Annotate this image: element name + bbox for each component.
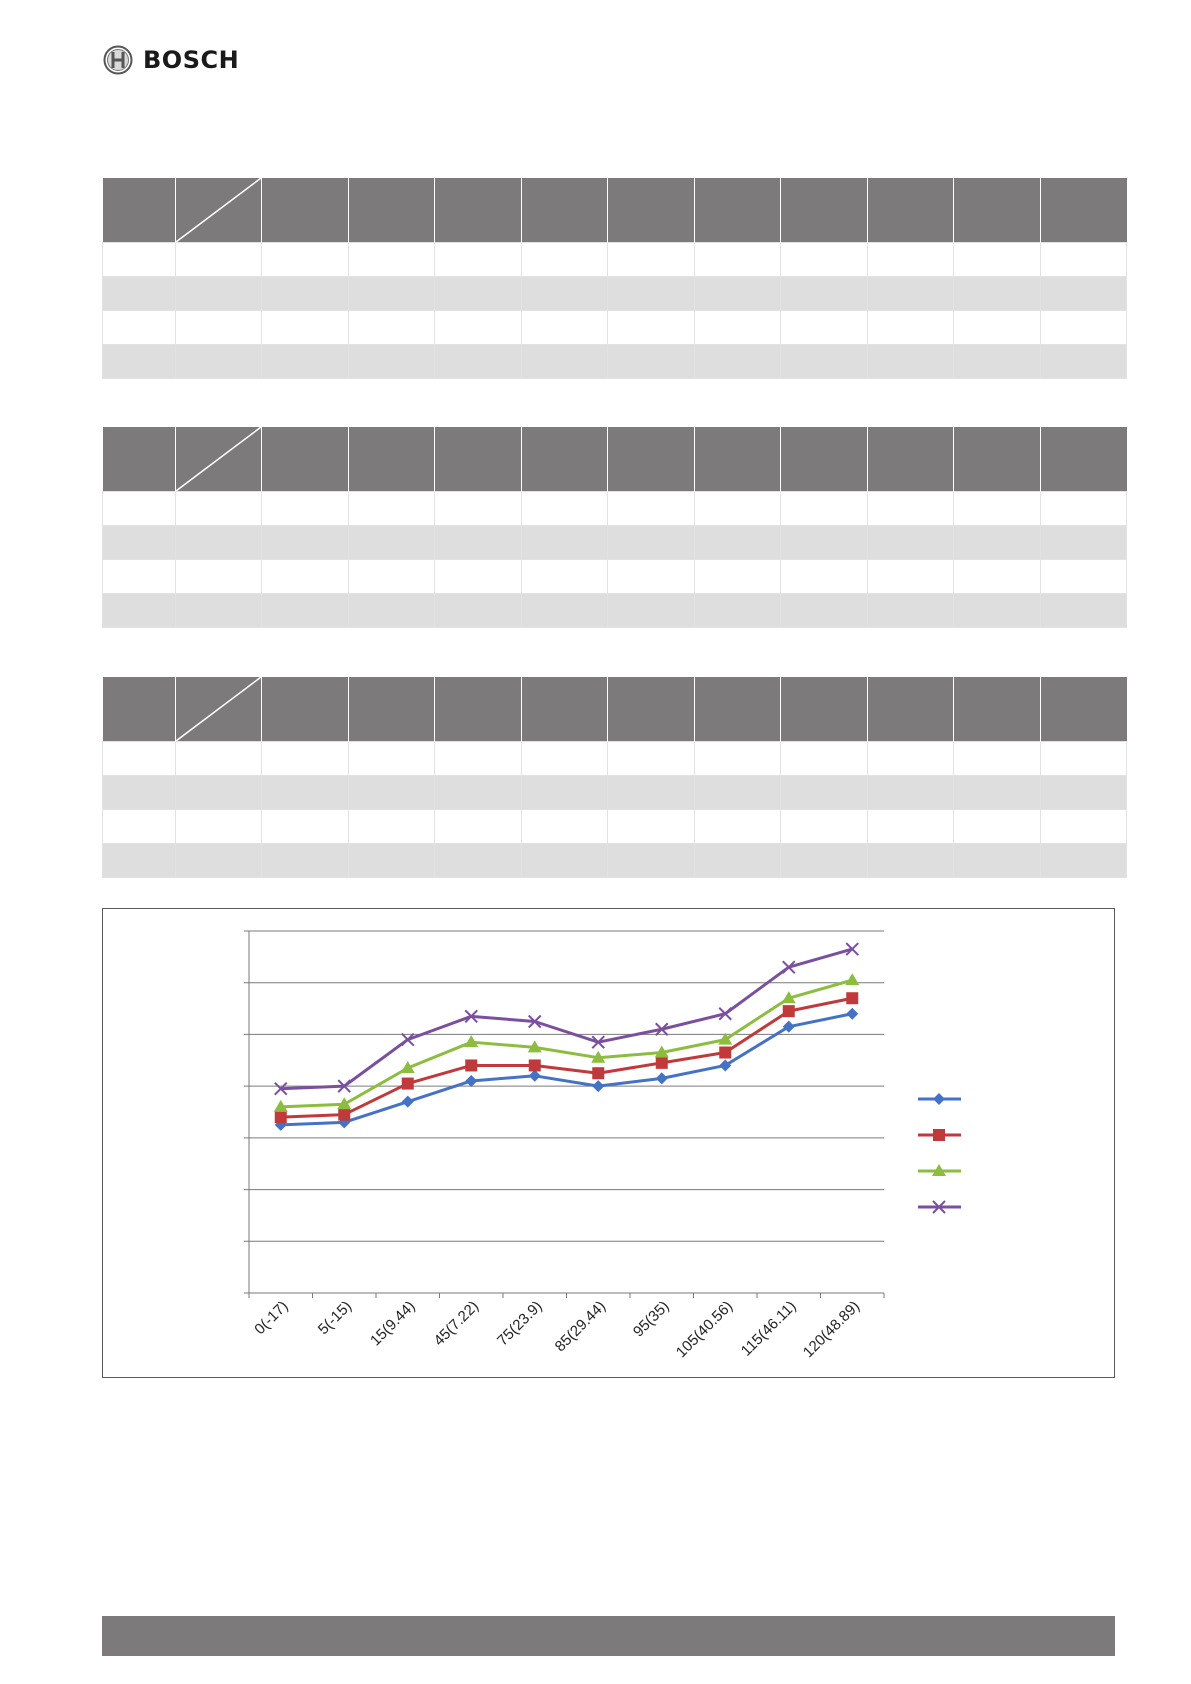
- table-cell: [435, 277, 522, 311]
- table-cell: [262, 594, 349, 628]
- table-cell: [954, 345, 1041, 379]
- table-cell: [695, 492, 781, 526]
- square-marker: [719, 1047, 731, 1059]
- table-cell: [1041, 742, 1127, 776]
- table-cell: [1041, 526, 1127, 560]
- table-header-cell: [435, 178, 522, 243]
- brand-logo: [103, 44, 239, 76]
- x-tick-label: 105(40.56): [672, 1297, 737, 1362]
- x-tick-label: 75(23.9): [494, 1297, 546, 1350]
- table-row: [103, 810, 1127, 844]
- table-header-cell: [1041, 178, 1127, 243]
- table-row: [103, 776, 1127, 810]
- diamond-marker: [402, 1096, 414, 1108]
- table-cell: [435, 594, 522, 628]
- table-cell: [103, 594, 176, 628]
- table-cell: [781, 776, 868, 810]
- table-cell: [608, 776, 695, 810]
- table-cell: [608, 345, 695, 379]
- x-tick-label: 0(-17): [251, 1297, 292, 1339]
- table-cell: [349, 345, 435, 379]
- table-cell: [176, 844, 262, 878]
- table-cell: [435, 810, 522, 844]
- table-cell: [262, 345, 349, 379]
- table-cell: [868, 311, 954, 345]
- table-cell: [868, 492, 954, 526]
- table-cell: [781, 345, 868, 379]
- table-header-cell: [522, 427, 608, 492]
- table-cell: [695, 345, 781, 379]
- series-line: [281, 980, 853, 1107]
- table-cell: [954, 243, 1041, 277]
- table-cell: [522, 844, 608, 878]
- table-cell: [522, 560, 608, 594]
- bosch-armature-icon: [103, 45, 133, 75]
- x-tick-label: 5(-15): [314, 1297, 356, 1339]
- table-cell: [954, 810, 1041, 844]
- table-cell: [781, 742, 868, 776]
- table-header-cell: [608, 677, 695, 742]
- table-cell: [103, 742, 176, 776]
- table-cell: [868, 560, 954, 594]
- table-cell: [781, 277, 868, 311]
- table-cell: [608, 844, 695, 878]
- table-header-cell: [695, 178, 781, 243]
- table-cell: [522, 526, 608, 560]
- table-cell: [954, 844, 1041, 878]
- table-cell: [262, 243, 349, 277]
- table-cell: [868, 810, 954, 844]
- table-header-cell: [781, 677, 868, 742]
- table-cell: [103, 560, 176, 594]
- table-row: [103, 277, 1127, 311]
- table-cell: [349, 844, 435, 878]
- table-cell: [522, 594, 608, 628]
- table-cell: [868, 742, 954, 776]
- table-cell: [435, 345, 522, 379]
- table-header-row: [103, 677, 1127, 742]
- table-cell: [1041, 776, 1127, 810]
- table-cell: [608, 594, 695, 628]
- table-cell: [176, 810, 262, 844]
- table-row: [103, 844, 1127, 878]
- table-header-cell: [103, 677, 176, 742]
- table-cell: [781, 594, 868, 628]
- spec-table: [102, 677, 1127, 878]
- table-cell: [868, 345, 954, 379]
- diagonal-divider: [176, 427, 261, 491]
- table-header-cell: [349, 427, 435, 492]
- table-cell: [262, 742, 349, 776]
- table-header-cell: [262, 427, 349, 492]
- table-cell: [176, 776, 262, 810]
- square-marker: [275, 1111, 287, 1123]
- table-cell: [695, 742, 781, 776]
- table-cell: [103, 776, 176, 810]
- table-cell: [608, 311, 695, 345]
- table-header-row: [103, 178, 1127, 243]
- table-header-cell: [435, 677, 522, 742]
- table-cell: [103, 810, 176, 844]
- table-cell: [435, 844, 522, 878]
- table-row: [103, 742, 1127, 776]
- x-tick-label: 95(35): [629, 1297, 673, 1341]
- table-cell: [1041, 594, 1127, 628]
- table-header-cell: [1041, 427, 1127, 492]
- table-cell: [781, 492, 868, 526]
- brand-name: BOSCH: [143, 46, 240, 74]
- table-cell: [349, 810, 435, 844]
- table-cell: [1041, 277, 1127, 311]
- table-cell: [1041, 560, 1127, 594]
- table-row: [103, 560, 1127, 594]
- diamond-marker: [656, 1072, 668, 1084]
- table-cell: [781, 844, 868, 878]
- table-cell: [176, 560, 262, 594]
- spec-table: [102, 427, 1127, 628]
- table-cell: [695, 311, 781, 345]
- table-cell: [522, 277, 608, 311]
- table-cell: [954, 594, 1041, 628]
- table-row: [103, 492, 1127, 526]
- square-marker: [465, 1059, 477, 1071]
- table-cell: [262, 560, 349, 594]
- table-cell: [522, 243, 608, 277]
- table-cell: [522, 345, 608, 379]
- table-cell: [349, 594, 435, 628]
- table-cell: [262, 526, 349, 560]
- table-cell: [868, 526, 954, 560]
- table-cell: [954, 742, 1041, 776]
- table-cell: [695, 810, 781, 844]
- table-header-cell: [695, 677, 781, 742]
- table-cell: [349, 742, 435, 776]
- table-cell: [176, 277, 262, 311]
- square-marker: [529, 1059, 541, 1071]
- diamond-marker: [933, 1093, 945, 1105]
- table-header-cell: [522, 178, 608, 243]
- table-header-cell: [781, 427, 868, 492]
- table-header-cell: [349, 178, 435, 243]
- diagonal-divider: [176, 178, 261, 242]
- table-header-cell: [349, 677, 435, 742]
- table-cell: [608, 492, 695, 526]
- square-marker: [656, 1057, 668, 1069]
- table-cell: [435, 742, 522, 776]
- table-cell: [349, 492, 435, 526]
- table-header-row: [103, 427, 1127, 492]
- table-cell: [103, 526, 176, 560]
- table-cell: [954, 311, 1041, 345]
- table-cell: [868, 594, 954, 628]
- chart-frame: [102, 908, 1115, 1378]
- table-header-cell: [954, 178, 1041, 243]
- table-cell: [695, 243, 781, 277]
- diamond-marker: [465, 1075, 477, 1087]
- table-header-cell: [103, 427, 176, 492]
- table-cell: [781, 560, 868, 594]
- square-marker: [783, 1005, 795, 1017]
- table-cell: [176, 243, 262, 277]
- table-header-cell: [1041, 677, 1127, 742]
- table-corner-header: [176, 178, 262, 243]
- table-cell: [522, 742, 608, 776]
- table-header-cell: [435, 427, 522, 492]
- table-cell: [608, 243, 695, 277]
- table-cell: [349, 243, 435, 277]
- table-cell: [695, 776, 781, 810]
- table-cell: [1041, 243, 1127, 277]
- table-cell: [176, 594, 262, 628]
- series-line: [281, 998, 853, 1117]
- table-cell: [954, 526, 1041, 560]
- table-cell: [262, 492, 349, 526]
- table-cell: [868, 776, 954, 810]
- table-cell: [176, 345, 262, 379]
- table-header-cell: [868, 427, 954, 492]
- table-cell: [349, 560, 435, 594]
- table-cell: [954, 776, 1041, 810]
- x-tick-label: 15(9.44): [367, 1297, 419, 1350]
- table-cell: [695, 844, 781, 878]
- table-cell: [522, 311, 608, 345]
- table-cell: [781, 311, 868, 345]
- table-cell: [522, 776, 608, 810]
- table-cell: [435, 243, 522, 277]
- table-cell: [435, 492, 522, 526]
- table-cell: [103, 277, 176, 311]
- table-cell: [954, 492, 1041, 526]
- table-cell: [349, 776, 435, 810]
- table-cell: [262, 277, 349, 311]
- table-cell: [695, 560, 781, 594]
- table-corner-header: [176, 427, 262, 492]
- table-row: [103, 243, 1127, 277]
- table-cell: [608, 742, 695, 776]
- table-cell: [954, 277, 1041, 311]
- table-corner-header: [176, 677, 262, 742]
- table-header-cell: [781, 178, 868, 243]
- table-cell: [695, 526, 781, 560]
- table-cell: [262, 776, 349, 810]
- table-cell: [1041, 311, 1127, 345]
- line-chart: [103, 909, 1114, 1377]
- table-cell: [176, 311, 262, 345]
- diamond-marker: [846, 1008, 858, 1020]
- table-cell: [103, 844, 176, 878]
- x-tick-label: 120(48.89): [799, 1297, 864, 1362]
- triangle-marker: [845, 973, 859, 985]
- table-cell: [176, 742, 262, 776]
- table-header-cell: [868, 677, 954, 742]
- spec-table: [102, 178, 1127, 379]
- table-row: [103, 526, 1127, 560]
- x-tick-label: 85(29.44): [551, 1297, 610, 1356]
- table-cell: [695, 594, 781, 628]
- table-cell: [608, 810, 695, 844]
- square-marker: [846, 992, 858, 1004]
- table-cell: [608, 526, 695, 560]
- table-header-cell: [868, 178, 954, 243]
- table-cell: [1041, 492, 1127, 526]
- table-cell: [608, 560, 695, 594]
- table-cell: [435, 560, 522, 594]
- table-header-cell: [103, 178, 176, 243]
- table-cell: [176, 526, 262, 560]
- square-marker: [933, 1129, 945, 1141]
- table-header-cell: [262, 677, 349, 742]
- table-cell: [695, 277, 781, 311]
- table-cell: [522, 810, 608, 844]
- table-row: [103, 594, 1127, 628]
- table-cell: [176, 492, 262, 526]
- table-row: [103, 311, 1127, 345]
- table-cell: [435, 776, 522, 810]
- table-cell: [262, 311, 349, 345]
- table-cell: [781, 810, 868, 844]
- table-cell: [868, 243, 954, 277]
- series-line: [281, 949, 853, 1089]
- footer-bar: [102, 1616, 1115, 1656]
- table-cell: [954, 560, 1041, 594]
- table-cell: [349, 311, 435, 345]
- table-header-cell: [262, 178, 349, 243]
- table-cell: [262, 810, 349, 844]
- table-header-cell: [954, 677, 1041, 742]
- table-cell: [349, 526, 435, 560]
- diagonal-divider: [176, 677, 261, 741]
- square-marker: [338, 1109, 350, 1121]
- table-cell: [1041, 810, 1127, 844]
- table-cell: [781, 526, 868, 560]
- table-cell: [781, 243, 868, 277]
- table-cell: [868, 844, 954, 878]
- table-header-cell: [522, 677, 608, 742]
- table-cell: [435, 311, 522, 345]
- table-cell: [103, 345, 176, 379]
- table-cell: [1041, 844, 1127, 878]
- table-header-cell: [954, 427, 1041, 492]
- table-cell: [262, 844, 349, 878]
- table-cell: [349, 277, 435, 311]
- x-tick-label: 115(46.11): [737, 1297, 800, 1360]
- table-cell: [1041, 345, 1127, 379]
- table-cell: [103, 492, 176, 526]
- table-header-cell: [608, 178, 695, 243]
- table-cell: [435, 526, 522, 560]
- table-header-cell: [695, 427, 781, 492]
- square-marker: [592, 1067, 604, 1079]
- table-cell: [103, 243, 176, 277]
- square-marker: [402, 1078, 414, 1090]
- table-cell: [608, 277, 695, 311]
- table-cell: [868, 277, 954, 311]
- table-cell: [522, 492, 608, 526]
- table-row: [103, 345, 1127, 379]
- table-cell: [103, 311, 176, 345]
- diamond-marker: [592, 1080, 604, 1092]
- diamond-marker: [529, 1070, 541, 1082]
- table-header-cell: [608, 427, 695, 492]
- x-tick-label: 45(7.22): [430, 1297, 483, 1350]
